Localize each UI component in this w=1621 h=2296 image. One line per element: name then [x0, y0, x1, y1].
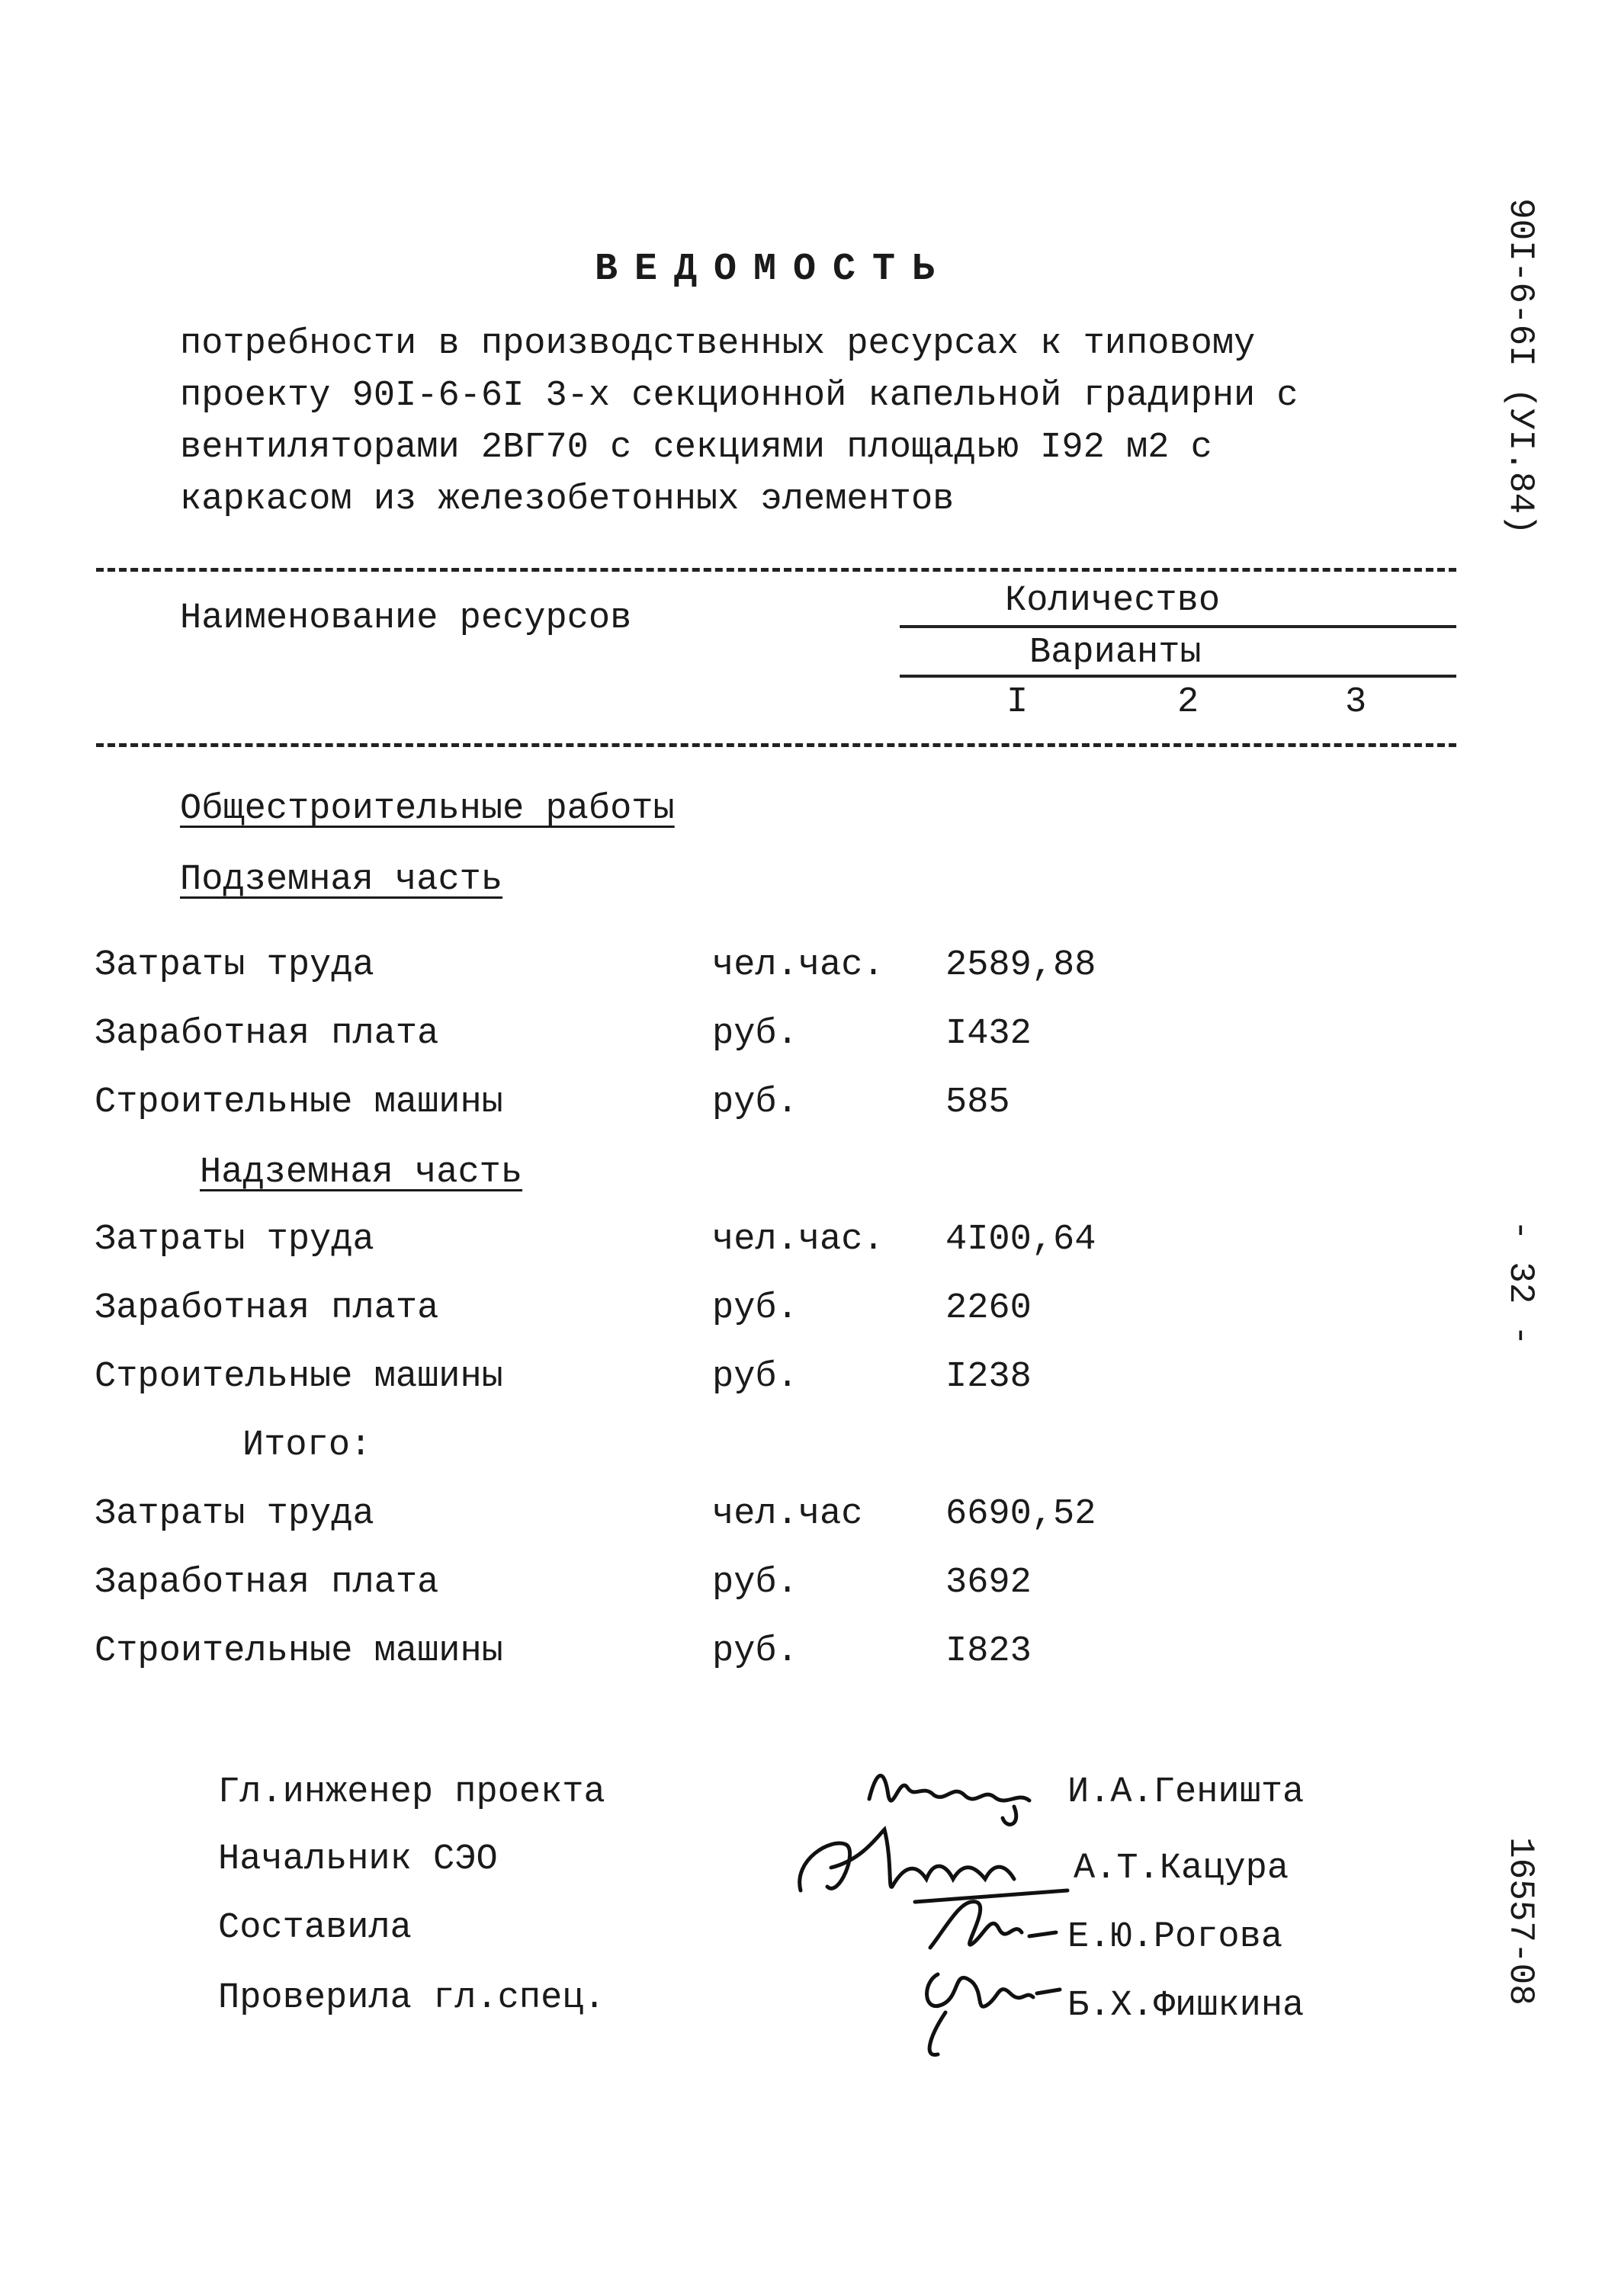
- resource-unit: чел.час: [712, 1494, 863, 1534]
- header-bottom-divider: [96, 743, 1456, 747]
- signatory-name: Е.Ю.Рогова: [1067, 1917, 1283, 1958]
- resource-value: 2260: [945, 1288, 1032, 1329]
- resource-unit: руб.: [712, 1288, 798, 1329]
- document-subtitle: [180, 319, 1369, 526]
- header-name-column: Наименование ресурсов: [180, 598, 632, 639]
- signatory-name: И.А.Геништа: [1067, 1772, 1305, 1813]
- document-title: ВЕДОМОСТЬ: [595, 248, 952, 291]
- section-general-works: Общестроительные работы: [180, 789, 675, 829]
- resource-value: I238: [945, 1357, 1032, 1397]
- subtitle-line: каркасом из железобетонных элементов: [180, 479, 955, 520]
- signatory-name: Б.Х.Фишкина: [1067, 1986, 1305, 2026]
- project-code-margin: 90I-6-6I (УI.84): [1501, 198, 1540, 535]
- resource-value: I823: [945, 1631, 1032, 1672]
- resource-value: 3692: [945, 1563, 1032, 1603]
- subtitle-line: потребности в производственных ресурсах к типовому: [180, 324, 1256, 364]
- resource-name: Строительные машины: [95, 1631, 503, 1672]
- header-top-divider: [96, 568, 1456, 572]
- resource-unit: руб.: [712, 1082, 798, 1123]
- resource-unit: руб.: [712, 1631, 798, 1672]
- signatory-title: Составила: [218, 1908, 412, 1948]
- variant-number: I: [1006, 682, 1029, 723]
- header-variants: Варианты: [1029, 633, 1202, 673]
- resource-unit: чел.час.: [712, 1220, 884, 1260]
- section-total: Итого:: [242, 1425, 372, 1466]
- resource-unit: руб.: [712, 1563, 798, 1603]
- resource-value: 2589,88: [945, 945, 1096, 986]
- resource-value: I432: [945, 1014, 1032, 1054]
- resource-name: Заработная плата: [95, 1014, 439, 1054]
- subtitle-line: проекту 90I-6-6I 3-х секционной капельной градирни с: [180, 376, 1298, 416]
- signatory-title: Проверила гл.спец.: [218, 1978, 605, 2019]
- resource-unit: руб.: [712, 1357, 798, 1397]
- resource-value: 585: [945, 1082, 1010, 1123]
- resource-name: Затраты труда: [95, 1220, 374, 1260]
- section-underground: Подземная часть: [180, 860, 503, 900]
- signatory-name: А.Т.Кацура: [1074, 1849, 1289, 1889]
- page-number: - 32 -: [1501, 1220, 1540, 1346]
- resource-name: Затраты труда: [95, 1494, 374, 1534]
- variant-number: 2: [1177, 682, 1199, 723]
- resource-name: Заработная плата: [95, 1563, 439, 1603]
- subtitle-line: вентиляторами 2ВГ70 с секциями площадью I92 м2 с: [180, 428, 1212, 468]
- resource-unit: руб.: [712, 1014, 798, 1054]
- variant-number: 3: [1345, 682, 1367, 723]
- section-aboveground: Надземная часть: [200, 1153, 523, 1193]
- variants-underline: [900, 675, 1456, 678]
- resource-name: Строительные машины: [95, 1357, 503, 1397]
- signatory-title: Гл.инженер проекта: [218, 1772, 605, 1813]
- header-quantity: Количество: [1005, 581, 1221, 621]
- resource-name: Строительные машины: [95, 1082, 503, 1123]
- resource-value: 4I00,64: [945, 1220, 1096, 1260]
- signatory-title: Начальник СЭО: [218, 1839, 498, 1880]
- resource-name: Затраты труда: [95, 945, 374, 986]
- archive-number: 16557-08: [1501, 1837, 1540, 2006]
- resource-value: 6690,52: [945, 1494, 1096, 1534]
- resource-name: Заработная плата: [95, 1288, 439, 1329]
- resource-unit: чел.час.: [712, 945, 884, 986]
- signature-fishkina: [907, 1951, 1067, 2066]
- quantity-underline: [900, 625, 1456, 628]
